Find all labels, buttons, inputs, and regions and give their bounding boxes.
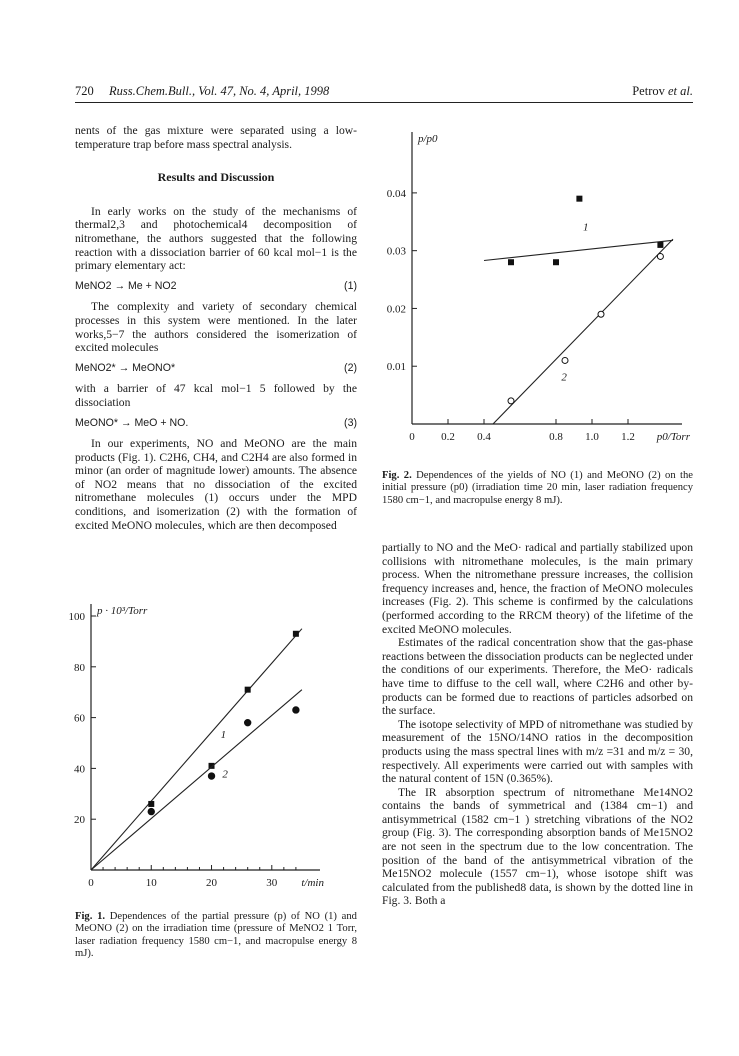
y-axis-label: p/p0	[418, 133, 438, 145]
data-point-series-2	[244, 719, 250, 725]
right-column	[382, 541, 693, 908]
figure-2-caption: Fig. 2. Dependences of the yields of NO (1) and MeONO (2) on the initial pressure (p0) (irradiation time 20 min, laser radiation frequency 1580 cm−1, and macropulse energy 8 mJ).	[382, 470, 693, 506]
data-point-series-1	[508, 259, 514, 265]
x-tick-label: 0.8	[549, 431, 563, 443]
y-tick-label: 0.04	[386, 187, 406, 200]
y-tick-label: 60	[74, 712, 85, 725]
x-axis-label: t/min	[301, 877, 324, 889]
paragraph: The IR absorption spectrum of nitromethane Me14NO2 contains the bands of symmetrical and (1384 cm−1) and antisymmetrical (1582 cm−1 ) stretching vibrations of the NO2 group (Fig. 3). The corresponding absorption bands of Me15NO2 are not seen in the spectrum due to the low concentration. The position of the band of the antisymmetrical vibration of the Me15NO2 molecule (1557 cm−1), whose isotope shift was calculated from the published8 data, is shown by the dotted line in Fig. 3. Both a	[382, 785, 693, 908]
data-point-series-2	[562, 357, 568, 363]
paragraph-continued: partially to NO and the MeO· radical and partially stabilized upon collisions with nitromethane molecules, is the main primary process. When the nitromethane pressure increases, the collision frequency increases and, hence, the fraction of MeONO molecules increases (Fig. 2). This scheme is confirmed by the calculations (performed according to the RRCM theory) of the lifetime of the excited MeONO molecules.	[382, 541, 693, 636]
series-label: 2	[561, 371, 567, 384]
authors: Petrov et al.	[632, 84, 693, 98]
x-tick-label: 30	[266, 877, 278, 889]
data-point-series-2	[293, 707, 299, 713]
equation-1: MeNO2 → Me + NO2 (1)	[75, 279, 357, 292]
y-tick-label: 0.03	[386, 245, 406, 258]
data-point-series-2	[508, 398, 514, 404]
x-tick-label: 1.0	[585, 431, 599, 443]
paragraph: with a barrier of 47 kcal mol−1 5 followed by the dissociation	[75, 382, 357, 409]
section-title: Results and Discussion	[157, 170, 275, 185]
y-tick-label: 20	[74, 814, 85, 827]
equation-3: MeONO* → MeO + NO. (3)	[75, 416, 357, 429]
figure-1-chart	[55, 590, 335, 890]
y-axis-label: p · 10³/Torr	[97, 605, 148, 617]
series-label: 1	[583, 221, 589, 234]
data-point-series-1	[657, 242, 663, 248]
y-tick-label: 40	[74, 763, 85, 776]
header-rule	[75, 102, 693, 103]
paragraph: The complexity and variety of secondary chemical processes in this system were mentioned. In the later works,5−7 the authors considered the isomerization of excited molecules	[75, 300, 357, 355]
data-point-series-1	[148, 801, 154, 807]
x-tick-label: 0	[88, 877, 94, 889]
x-tick-label: 0.4	[477, 431, 491, 443]
paragraph: In early works on the study of the mechanisms of thermal2,3 and photochemical4 decomposition of nitromethane, the authors suggested that the following reaction with a dissociation barrier of 60 kcal mol−1 is the primary elementary act:	[75, 204, 357, 273]
paragraph: The isotope selectivity of MPD of nitromethane was studied by measurement of the 15NO/14NO ratios in the decomposition products using the mass spectral lines with m/z =31 and m/z = 30, respectively. All experiments were carried out with samples with the natural content of 15N (0.365%).	[382, 717, 693, 786]
left-column	[75, 124, 357, 532]
data-point-series-1	[245, 687, 251, 693]
x-tick-label: 20	[206, 877, 218, 889]
paragraph-continued: nents of the gas mixture were separated using a low-temperature trap before mass spectral analysis.	[75, 124, 357, 151]
fit-line-series-1	[91, 629, 302, 870]
series-label: 2	[222, 768, 228, 781]
figure-1-caption: Fig. 1. Dependences of the partial pressure (p) of NO (1) and MeONO (2) on the irradiation time (pressure of MeNO2 1 Torr, laser radiation frequency 1580 cm−1, and macropulse energy 8 mJ).	[75, 911, 357, 960]
x-axis-label: p0/Torr	[656, 431, 690, 443]
x-tick-label: 0	[409, 431, 415, 443]
page-number: 720	[75, 84, 94, 98]
fit-line-series-1	[484, 240, 673, 260]
fit-line-series-2	[91, 690, 302, 870]
data-point-series-2	[208, 773, 214, 779]
data-point-series-2	[148, 808, 154, 814]
fit-line-series-2	[493, 239, 673, 424]
figure-2-chart	[382, 124, 693, 450]
data-point-series-1	[293, 631, 299, 637]
y-tick-label: 0.01	[386, 361, 406, 374]
series-label: 1	[220, 728, 227, 741]
data-point-series-1	[576, 196, 582, 202]
x-tick-label: 1.2	[621, 431, 635, 443]
equation-2: MeNO2* → MeONO* (2)	[75, 361, 357, 374]
paragraph: In our experiments, NO and MeONO are the main products (Fig. 1). C2H6, CH4, and C2H4 are also formed in minor (an order of magnitude lower) amounts. The absence of NO2 means that no dissociation of the excited nitromethane molecules (1) occurs under the MPD conditions, and isomerization (2) with the formation of excited MeONO molecules, which are then decomposed	[75, 437, 357, 532]
data-point-series-1	[553, 259, 559, 265]
x-tick-label: 0.2	[441, 431, 455, 443]
y-tick-label: 80	[74, 661, 85, 674]
data-point-series-2	[598, 311, 604, 317]
paragraph: Estimates of the radical concentration show that the gas-phase reactions between the dissociation products can be neglected under the conditions of our experiments. Therefore, the MeO· radicals have time to diffuse to the cell wall, where C2H6 and other by-products can be formed due to reactions of particles adsorbed on the surface.	[382, 636, 693, 718]
journal-citation: Russ.Chem.Bull., Vol. 47, No. 4, April, 1998	[109, 84, 330, 98]
y-tick-label: 0.02	[386, 303, 406, 316]
data-point-series-2	[657, 253, 663, 259]
x-tick-label: 10	[145, 877, 157, 889]
y-tick-label: 100	[68, 611, 85, 623]
